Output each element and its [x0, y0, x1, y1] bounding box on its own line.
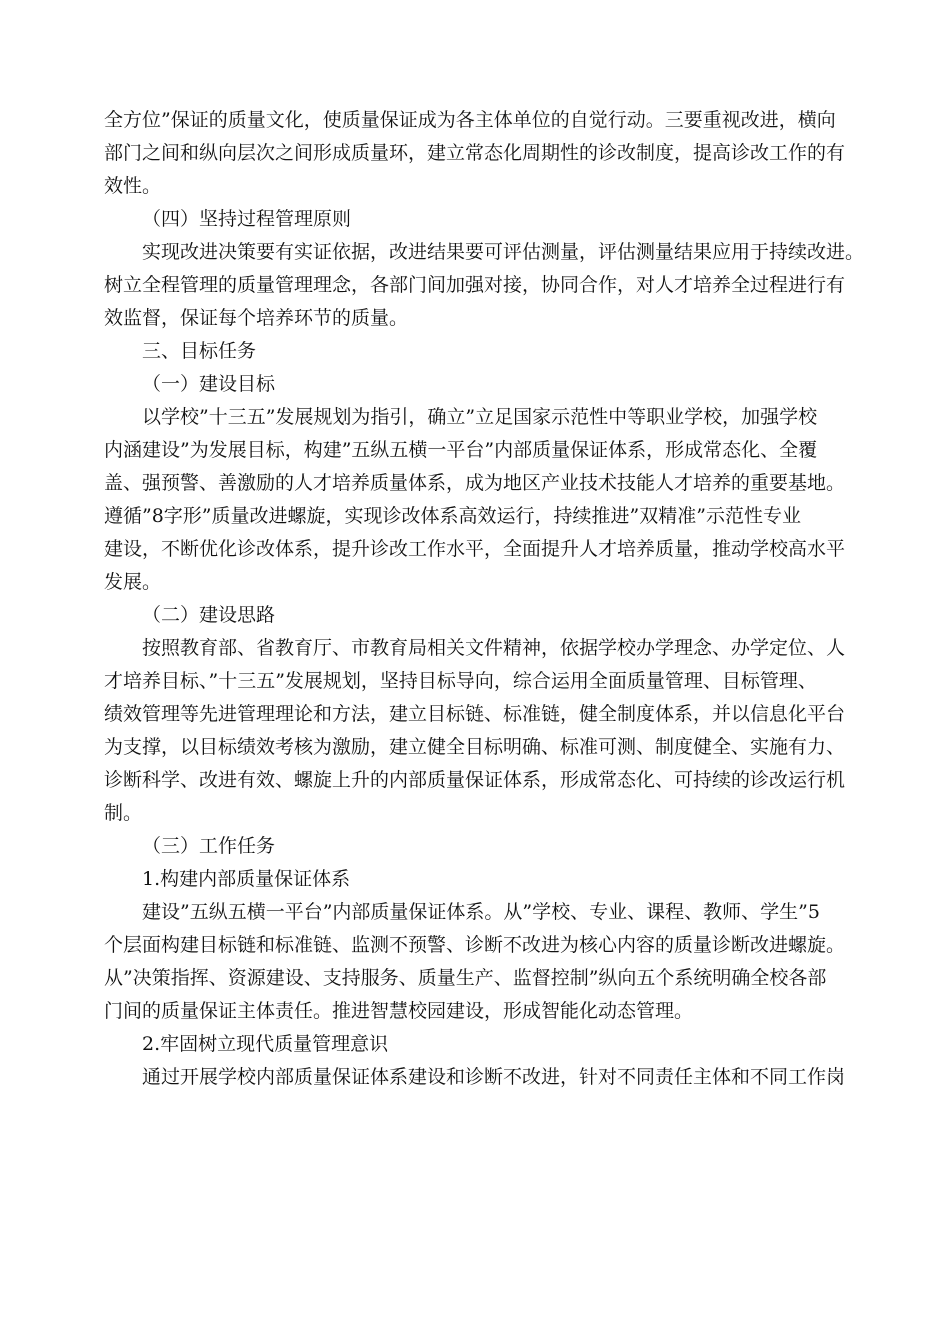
text-line: 建设，不断优化诊改体系，提升诊改工作水平，全面提升人才培养质量，推动学校高水平: [104, 538, 846, 560]
text-line: （三）工作任务: [142, 835, 276, 857]
text-line: 1.构建内部质量保证体系: [142, 868, 351, 890]
text-line: 实现改进决策要有实证依据，改进结果要可评估测量，评估测量结果应用于持续改进。: [142, 241, 865, 263]
text-line: 遵循”8字形”质量改进螺旋，实现诊改体系高效运行，持续推进”双精准”示范性专业: [104, 505, 801, 527]
text-line: （四）坚持过程管理原则: [142, 208, 352, 230]
text-line: （一）建设目标: [142, 373, 276, 395]
text-line: （二）建设思路: [142, 604, 276, 626]
text-line: 内涵建设”为发展目标，构建”五纵五横一平台”内部质量保证体系，形成常态化、全覆: [104, 439, 818, 461]
text-line: 建设”五纵五横一平台”内部质量保证体系。从”学校、专业、课程、教师、学生”5: [142, 901, 820, 923]
text-line: 个层面构建目标链和标准链、监测不预警、诊断不改进为核心内容的质量诊断改进螺旋。: [104, 934, 846, 956]
text-line: 按照教育部、省教育厅、市教育局相关文件精神，依据学校办学理念、办学定位、人: [142, 637, 846, 659]
text-line: 树立全程管理的质量管理理念，各部门间加强对接，协同合作，对人才培养全过程进行有: [104, 274, 846, 296]
text-line: 以学校”十三五”发展规划为指引，确立”立足国家示范性中等职业学校，加强学校: [142, 406, 818, 428]
text-line: 效监督，保证每个培养环节的质量。: [104, 307, 409, 329]
text-line: 全方位”保证的质量文化，使质量保证成为各主体单位的自觉行动。三要重视改进，横向: [104, 109, 836, 131]
text-line: 制。: [104, 802, 143, 824]
text-line: 盖、强预警、善激励的人才培养质量体系，成为地区产业技术技能人才培养的重要基地。: [104, 472, 846, 494]
text-line: 三、目标任务: [142, 340, 257, 362]
text-line: 诊断科学、改进有效、螺旋上升的内部质量保证体系，形成常态化、可持续的诊改运行机: [104, 769, 846, 791]
text-line: 才培养目标、”十三五”发展规划，坚持目标导向，综合运用全面质量管理、目标管理、: [104, 670, 817, 692]
text-line: 为支撑，以目标绩效考核为激励，建立健全目标明确、标准可测、制度健全、实施有力、: [104, 736, 846, 758]
text-line: 2.牢固树立现代质量管理意识: [142, 1033, 389, 1055]
text-line: 效性。: [104, 175, 162, 197]
text-line: 门间的质量保证主体责任。推进智慧校园建设，形成智能化动态管理。: [104, 1000, 694, 1022]
text-line: 发展。: [104, 571, 162, 593]
text-line: 从”决策指挥、资源建设、支持服务、质量生产、监督控制”纵向五个系统明确全校各部: [104, 967, 827, 989]
document-page: [104, 104, 865, 1094]
text-line: 通过开展学校内部质量保证体系建设和诊断不改进，针对不同责任主体和不同工作岗: [142, 1066, 846, 1088]
text-line: 部门之间和纵向层次之间形成质量环，建立常态化周期性的诊改制度，提高诊改工作的有: [104, 142, 846, 164]
text-line: 绩效管理等先进管理理论和方法，建立目标链、标准链，健全制度体系，并以信息化平台: [104, 703, 846, 725]
